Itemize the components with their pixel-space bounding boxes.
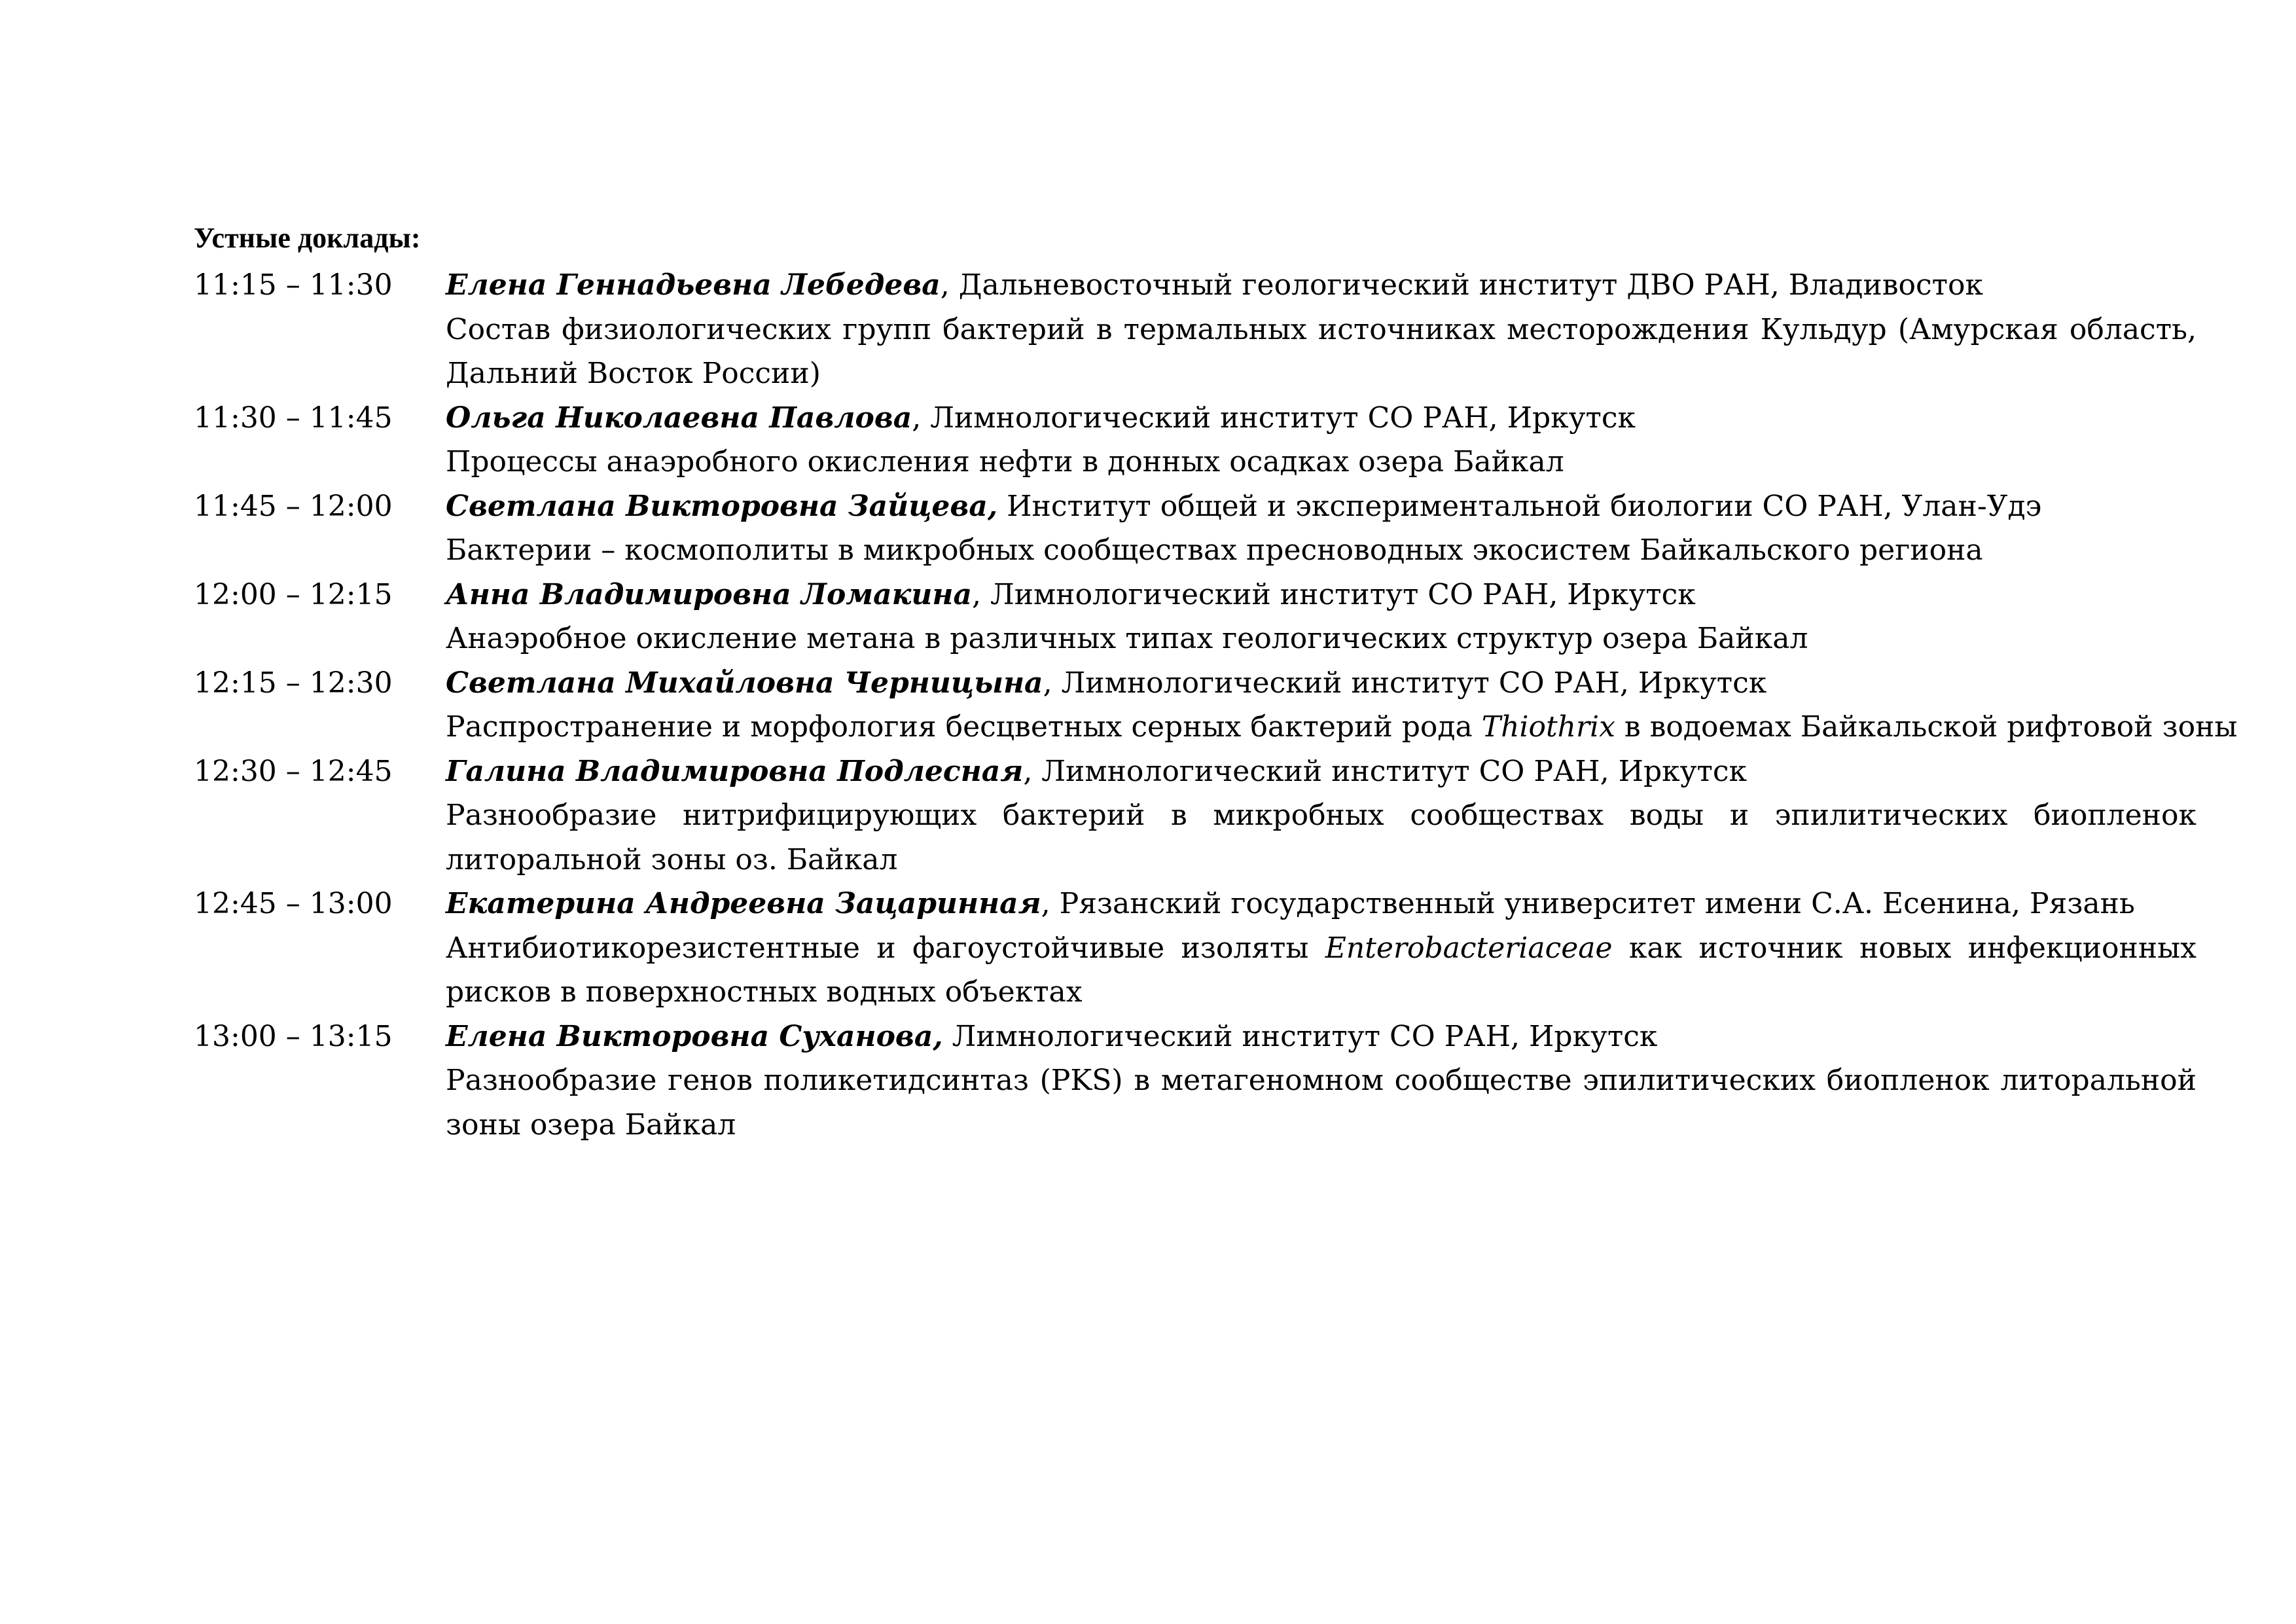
speaker-affiliation: Институт общей и экспериментальной биологии СО РАН, Улан-Удэ	[997, 489, 2042, 523]
program-page	[194, 219, 2238, 1147]
speaker-line	[446, 749, 2197, 794]
talk-content	[446, 396, 2197, 484]
talk-title: Разнообразие генов поликетидсинтаз (PKS) в метагеномном сообществе эпилитических биопленок литоральной зоны озера Байкал	[446, 1064, 2197, 1142]
talk-time: 12:00 – 12:15	[194, 577, 393, 611]
speaker-affiliation: Лимнологический институт СО РАН, Иркутск	[942, 1019, 1658, 1053]
taxon-name: Enterobacteriaceae	[1325, 931, 1613, 965]
talk-content	[446, 573, 2197, 661]
talk-time: 12:15 – 12:30	[194, 666, 393, 700]
speaker-affiliation: , Лимнологический институт СО РАН, Иркутск	[912, 401, 1636, 435]
talk-entry	[194, 749, 2197, 882]
talk-entry	[194, 661, 2238, 749]
talk-content	[446, 263, 2197, 396]
talk-content	[446, 1015, 2197, 1147]
speaker-name: Елена Геннадьевна Лебедева	[446, 268, 941, 302]
speaker-affiliation: , Лимнологический институт СО РАН, Иркутск	[1043, 666, 1767, 700]
talk-entry	[194, 484, 2197, 573]
section-title: Устные доклады:	[194, 222, 421, 254]
speaker-line	[446, 396, 2197, 441]
talk-time: 11:30 – 11:45	[194, 401, 393, 435]
talk-time: 12:45 – 13:00	[194, 887, 393, 920]
talk-title-text: в водоемах Байкальской рифтовой зоны	[1615, 710, 2238, 744]
speaker-name: Галина Владимировна Подлесная	[446, 754, 1024, 788]
speaker-affiliation: , Дальневосточный геологический институт ДВО РАН, Владивосток	[940, 268, 1983, 302]
speaker-affiliation: , Лимнологический институт СО РАН, Иркутск	[1023, 754, 1748, 788]
talk-title	[446, 705, 2237, 749]
speaker-affiliation: , Лимнологический институт СО РАН, Иркутск	[972, 577, 1696, 611]
talk-time: 12:30 – 12:45	[194, 754, 393, 788]
talk-entry	[194, 263, 2197, 396]
talk-entry	[194, 1015, 2197, 1147]
speaker-name: Елена Викторовна Суханова,	[446, 1019, 943, 1053]
taxon-name: Thiothrix	[1481, 710, 1615, 744]
talk-entry	[194, 882, 2197, 1015]
speaker-line	[446, 661, 2237, 706]
speaker-affiliation: , Рязанский государственный университет имени С.А. Есенина, Рязань	[1041, 887, 2135, 920]
talk-title: Разнообразие нитрифицирующих бактерий в микробных сообществах воды и эпилитических биопленок литоральной зоны оз. Байкал	[446, 799, 2197, 876]
speaker-line	[446, 263, 2197, 308]
talk-content	[446, 882, 2197, 1015]
talk-time: 11:15 – 11:30	[194, 268, 393, 302]
talk-title-text: Распространение и морфология бесцветных серных бактерий рода	[446, 710, 1482, 744]
talk-title: Анаэробное окисление метана в различных типах геологических структур озера Байкал	[446, 622, 1808, 655]
talk-content	[446, 661, 2237, 749]
speaker-line	[446, 1015, 2197, 1059]
speaker-name: Екатерина Андреевна Зацаринная	[446, 887, 1041, 920]
talk-entry	[194, 573, 2197, 661]
speaker-name: Светлана Викторовна Зайцева,	[446, 489, 998, 523]
talk-title: Процессы анаэробного окисления нефти в донных осадках озера Байкал	[446, 445, 1564, 478]
speaker-name: Анна Владимировна Ломакина	[446, 577, 972, 611]
talk-title: Состав физиологических групп бактерий в термальных источниках месторождения Кульдур (Амурская область, Дальний Восток России)	[446, 312, 2197, 390]
talk-title: Бактерии – космополиты в микробных сообществах пресноводных экосистем Байкальского региона	[446, 533, 1983, 567]
talk-time: 13:00 – 13:15	[194, 1019, 393, 1053]
talk-content	[446, 484, 2197, 573]
speaker-line	[446, 882, 2197, 926]
speaker-name: Светлана Михайловна Черницына	[446, 666, 1043, 700]
talk-title-text: Антибиотикорезистентные и фагоустойчивые изоляты	[446, 931, 1325, 965]
talk-content	[446, 749, 2197, 882]
talk-title	[446, 926, 2197, 1015]
speaker-line	[446, 573, 2197, 617]
talk-title-text: как источник новых инфекционных рисков в поверхностных водных объектах	[446, 931, 2197, 1009]
speaker-line	[446, 484, 2197, 529]
talk-entry	[194, 396, 2197, 484]
talk-time: 11:45 – 12:00	[194, 489, 393, 523]
speaker-name: Ольга Николаевна Павлова	[446, 401, 912, 435]
